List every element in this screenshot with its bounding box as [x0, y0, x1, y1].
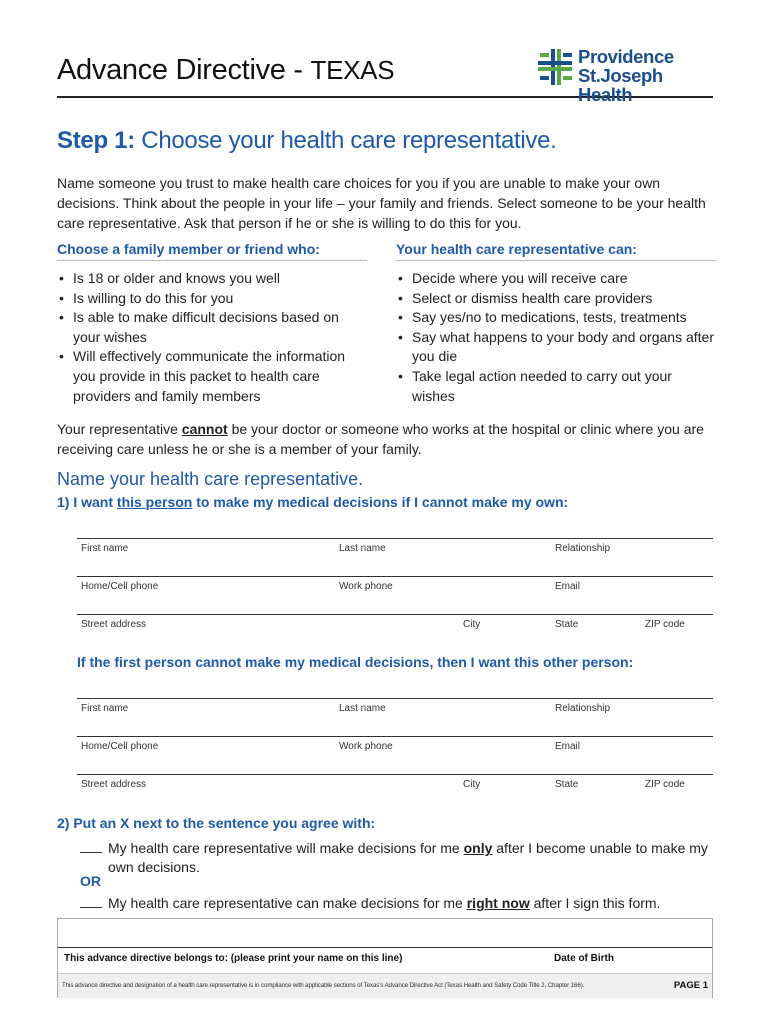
representative-powers-list	[396, 269, 716, 406]
logo-line-2: St.Joseph Health	[578, 65, 663, 105]
address-row[interactable]	[77, 614, 713, 652]
family-member-heading: Choose a family member or friend who:	[57, 241, 367, 261]
intro-paragraph: Name someone you trust to make health care choices for you if you are unable to make your own decisions. Think about the people in your life – your family and friends. Select someone to be your health care representative. Ask that person if he or she is willing to do this for you.	[57, 175, 706, 231]
option-2-text	[108, 894, 708, 913]
option-2-after: after I sign this form.	[529, 895, 661, 911]
document-title	[57, 54, 394, 87]
city-label: City	[463, 619, 481, 630]
list-item: • Is willing to do this for you	[57, 289, 367, 309]
street-label: Street address	[81, 779, 147, 790]
option-1-emphasis: only	[463, 840, 493, 856]
document-header	[57, 46, 713, 105]
note-emphasis: cannot	[181, 421, 228, 437]
last-name-label: Last name	[339, 543, 386, 554]
date-of-birth-label: Date of Birth	[554, 953, 614, 964]
zip-label: ZIP code	[645, 619, 685, 630]
email-label: Email	[555, 741, 581, 752]
representative-restriction-note	[57, 419, 717, 459]
cross-logo-icon	[538, 49, 572, 85]
owner-name-line[interactable]	[58, 947, 712, 948]
page-number: PAGE 1	[673, 980, 708, 991]
list-item: • Select or dismiss health care providers	[396, 289, 716, 309]
family-member-list	[57, 269, 367, 406]
representative-powers-heading: Your health care representative can:	[396, 241, 716, 261]
phone-row[interactable]	[77, 736, 713, 774]
address-row[interactable]	[77, 774, 713, 812]
email-label: Email	[555, 581, 581, 592]
home-phone-label: Home/Cell phone	[81, 581, 159, 592]
list-item: • Is able to make difficult decisions based on your wishes	[57, 308, 367, 347]
option-decide-later	[80, 839, 708, 877]
state-label: State	[555, 619, 579, 630]
home-phone-label: Home/Cell phone	[81, 741, 159, 752]
first-name-label: First name	[81, 703, 129, 714]
document-title-text: Advance Directive -	[57, 54, 303, 86]
last-name-label: Last name	[339, 703, 386, 714]
q1-prefix: 1) I want	[57, 494, 117, 510]
list-item: • Is 18 or older and knows you well	[57, 269, 367, 289]
primary-representative-form	[77, 538, 713, 652]
name-row[interactable]	[77, 538, 713, 576]
alternate-representative-form	[77, 698, 713, 812]
logo-line-1: Providence	[578, 46, 674, 67]
relationship-label: Relationship	[555, 543, 611, 554]
step-title-text: Choose your health care representative.	[141, 127, 557, 154]
owner-name-label: This advance directive belongs to: (please print your name on this line)	[64, 953, 403, 964]
document-state: TEXAS	[310, 55, 395, 85]
question-2: 2) Put an X next to the sentence you agree with:	[57, 815, 376, 831]
option-decide-now	[80, 894, 708, 913]
work-phone-label: Work phone	[339, 741, 393, 752]
or-separator: OR	[80, 873, 101, 889]
first-name-label: First name	[81, 543, 129, 554]
representative-powers	[396, 241, 716, 406]
q1-suffix: to make my medical decisions if I cannot make my own:	[192, 494, 569, 510]
option-1-before: My health care representative will make decisions for me	[108, 840, 464, 856]
state-label: State	[555, 779, 579, 790]
alternate-representative-heading: If the first person cannot make my medical decisions, then I want this other person:	[77, 654, 634, 670]
list-item: • Take legal action needed to carry out your wishes	[396, 367, 716, 406]
step-title	[57, 127, 557, 155]
list-item: • Decide where you will receive care	[396, 269, 716, 289]
owner-signature-box	[57, 918, 713, 998]
option-1-checkmark-blank[interactable]	[80, 852, 102, 853]
street-label: Street address	[81, 619, 147, 630]
relationship-label: Relationship	[555, 703, 611, 714]
zip-label: ZIP code	[645, 779, 685, 790]
logo-text	[578, 47, 713, 104]
work-phone-label: Work phone	[339, 581, 393, 592]
q1-emphasis: this person	[116, 494, 193, 510]
note-before: Your representative	[57, 421, 182, 437]
option-1-text	[108, 839, 708, 877]
step-label: Step 1:	[57, 127, 135, 154]
city-label: City	[463, 779, 481, 790]
note-after: be your doctor or someone who works at the hospital or clinic where you are receiving care unless he or she is a member of your family.	[57, 421, 704, 457]
legal-compliance-note: This advance directive and designation of a health care representative is in compliance with applicable sections of Texas's Advance Directive Act (Texas Health and Safety Code Title 2, Chapter 166).	[62, 982, 585, 989]
name-representative-title: Name your health care representative.	[57, 469, 364, 489]
option-2-checkmark-blank[interactable]	[80, 907, 102, 908]
phone-row[interactable]	[77, 576, 713, 614]
list-item: • Say yes/no to medications, tests, treatments	[396, 308, 716, 328]
question-1	[57, 494, 568, 510]
name-row[interactable]	[77, 698, 713, 736]
option-2-before: My health care representative can make decisions for me	[108, 895, 467, 911]
option-2-emphasis: right now	[466, 895, 530, 911]
list-item: • Will effectively communicate the information you provide in this packet to health care providers and family members	[57, 347, 367, 406]
option-1-after: after I become unable to make my own decisions.	[108, 840, 708, 875]
footer-fine-print-bar	[58, 973, 712, 998]
providence-logo	[538, 46, 713, 105]
list-item: • Say what happens to your body and organs after you die	[396, 328, 716, 367]
family-member-criteria	[57, 241, 367, 406]
